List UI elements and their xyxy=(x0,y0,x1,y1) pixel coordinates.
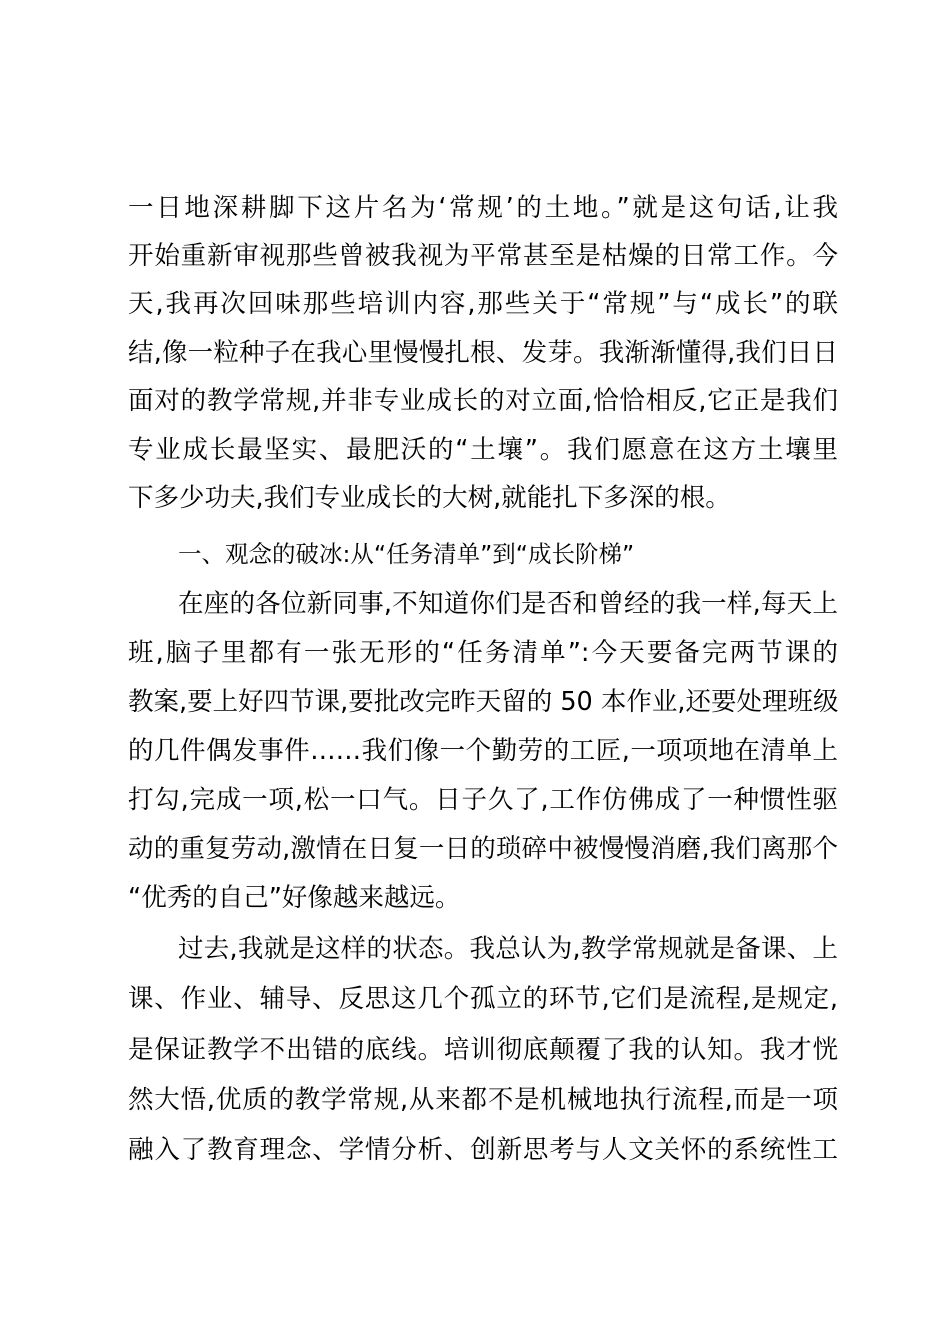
paragraph-3-line-3: 是保证教学不出错的底线。培训彻底颠覆了我的认知。我才恍 xyxy=(128,1035,838,1065)
paragraph-2-line-1: 在座的各位新同事,不知道你们是否和曾经的我一样,每天上 xyxy=(178,589,838,619)
section-heading: 一、观念的破冰:从“任务清单”到“成长阶梯” xyxy=(178,540,635,568)
paragraph-1-line-7: 下多少功夫,我们专业成长的大树,就能扎下多深的根。 xyxy=(128,483,731,513)
paragraph-3-line-1: 过去,我就是这样的状态。我总认为,教学常规就是备课、上 xyxy=(178,934,838,964)
paragraph-1-line-6: 专业成长最坚实、最肥沃的“土壤”。我们愿意在这方土壤里 xyxy=(128,435,838,465)
paragraph-2-line-4: 的几件偶发事件……我们像一个勤劳的工匠,一项项地在清单上 xyxy=(128,736,838,766)
paragraph-2-line-6: 动的重复劳动,激情在日复一日的琐碎中被慢慢消磨,我们离那个 xyxy=(128,834,838,864)
paragraph-2-line-5: 打勾,完成一项,松一口气。日子久了,工作仿佛成了一种惯性驱 xyxy=(128,785,838,815)
paragraph-2-line-7: “优秀的自己”好像越来越远。 xyxy=(128,883,461,913)
paragraph-1-line-4: 结,像一粒种子在我心里慢慢扎根、发芽。我渐渐懂得,我们日日 xyxy=(128,338,838,368)
paragraph-3-line-2: 课、作业、辅导、反思这几个孤立的环节,它们是流程,是规定, xyxy=(128,984,838,1014)
paragraph-3-line-5: 融入了教育理念、学情分析、创新思考与人文关怀的系统性工 xyxy=(128,1135,838,1165)
paragraph-2-line-3: 教案,要上好四节课,要批改完昨天留的 50 本作业,还要处理班级 xyxy=(128,687,839,717)
paragraph-1-line-3: 天,我再次回味那些培训内容,那些关于“常规”与“成长”的联 xyxy=(128,289,838,319)
paragraph-1-line-2: 开始重新审视那些曾被我视为平常甚至是枯燥的日常工作。今 xyxy=(128,241,838,271)
paragraph-1-line-5: 面对的教学常规,并非专业成长的对立面,恰恰相反,它正是我们 xyxy=(128,386,838,416)
paragraph-1-line-1: 一日地深耕脚下这片名为‘常规’的土地。”就是这句话,让我 xyxy=(128,193,838,223)
paragraph-2-line-2: 班,脑子里都有一张无形的“任务清单”:今天要备完两节课的 xyxy=(128,638,838,668)
paragraph-3-line-4: 然大悟,优质的教学常规,从来都不是机械地执行流程,而是一项 xyxy=(128,1085,838,1115)
